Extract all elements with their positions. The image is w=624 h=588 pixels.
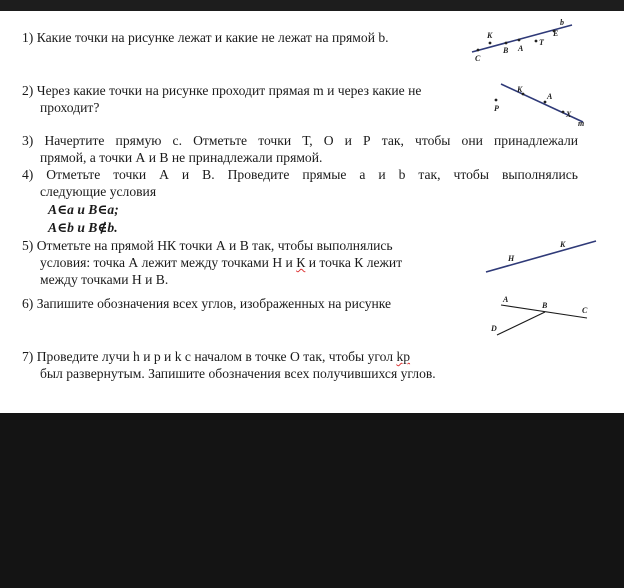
label-k5: K xyxy=(560,240,566,249)
task-5-text-2a: условия: точка А лежит между точками Н и xyxy=(40,255,297,270)
task-5-text-2c: и точка К лежит xyxy=(305,255,403,270)
task-4-number: 4) xyxy=(22,167,34,182)
task-5-number: 5) xyxy=(22,238,34,253)
task-3-line-2: прямой, а точки А и В не принадлежали прямой. xyxy=(40,150,323,165)
task-7-text-1a: Проведите лучи h и р и k с началом в точке О так, чтобы угол xyxy=(36,349,397,364)
task-6-text: Запишите обозначения всех углов, изображенных на рисунке xyxy=(36,296,392,311)
label-c: C xyxy=(475,54,481,63)
label-k: K xyxy=(487,31,493,40)
task-4-condition-2: A∈b и B∉b. xyxy=(48,220,118,235)
point-a xyxy=(518,39,521,42)
task-2-line-1 xyxy=(22,82,421,99)
line-bd xyxy=(497,312,545,335)
label-c6: C xyxy=(582,306,588,315)
point-a2 xyxy=(544,101,547,104)
task-3-number: 3) xyxy=(22,133,34,148)
task-5-text-2b: К xyxy=(296,255,306,270)
window-top-bar xyxy=(0,0,624,11)
task-6 xyxy=(22,295,391,312)
label-a: A xyxy=(518,44,524,53)
label-m: m xyxy=(578,119,585,128)
point-b xyxy=(505,42,508,45)
label-e: E xyxy=(553,29,559,38)
figure-6 xyxy=(487,291,597,341)
task-5-line-3: между точками Н и В. xyxy=(40,272,169,287)
task-4-text-1: Отметьте точки А и В. Проведите прямые а и b так, чтобы выполнялись xyxy=(46,167,578,182)
task-1-number: 1) xyxy=(22,30,34,45)
label-b6: B xyxy=(542,301,548,310)
figure-2 xyxy=(485,80,595,130)
task-4-line-1 xyxy=(22,166,578,183)
task-3-text-1: Начертите прямую c. Отметьте точки Т, О и Р так, чтобы они принадлежали xyxy=(44,133,578,148)
figure-1 xyxy=(468,19,598,79)
task-2-line-2: проходит? xyxy=(40,100,100,115)
task-3-line-1 xyxy=(22,132,578,149)
task-5-line-2 xyxy=(40,254,402,271)
task-7-text-1b: kp xyxy=(396,349,411,364)
label-p: P xyxy=(494,104,499,113)
task-5-line-1 xyxy=(22,237,393,254)
label-k2: K xyxy=(517,85,523,94)
label-a6: A xyxy=(503,295,509,304)
label-h: H xyxy=(508,254,515,263)
point-p xyxy=(495,99,498,102)
task-2-number: 2) xyxy=(22,83,34,98)
task-2-text-1: Через какие точки на рисунке проходит прямая m и через какие не xyxy=(36,83,422,98)
task-7-line-2: был развернутым. Запишите обозначения всех получившихся углов. xyxy=(40,366,436,381)
task-7-line-1 xyxy=(22,348,410,365)
label-x: X xyxy=(566,110,572,119)
point-t xyxy=(535,40,538,43)
point-x xyxy=(562,111,565,114)
label-a2: A xyxy=(547,92,553,101)
label-b-point: B xyxy=(503,46,509,55)
task-1-text: Какие точки на рисунке лежат и какие не лежат на прямой b. xyxy=(36,30,389,45)
worksheet xyxy=(0,11,624,413)
point-k xyxy=(489,42,492,45)
task-4-condition-1: A∈a и B∈a; xyxy=(48,202,119,217)
task-5-text-1: Отметьте на прямой НК точки А и В так, чтобы выполнялись xyxy=(36,238,393,253)
label-d6: D xyxy=(491,324,497,333)
line-hk xyxy=(486,241,596,272)
point-c xyxy=(477,49,480,52)
task-7-number: 7) xyxy=(22,349,34,364)
label-b: b xyxy=(560,18,564,27)
task-4-line-2: следующие условия xyxy=(40,184,157,199)
task-6-number: 6) xyxy=(22,296,34,311)
label-t: T xyxy=(539,38,544,47)
figure-5 xyxy=(484,237,604,277)
task-1 xyxy=(22,29,389,46)
